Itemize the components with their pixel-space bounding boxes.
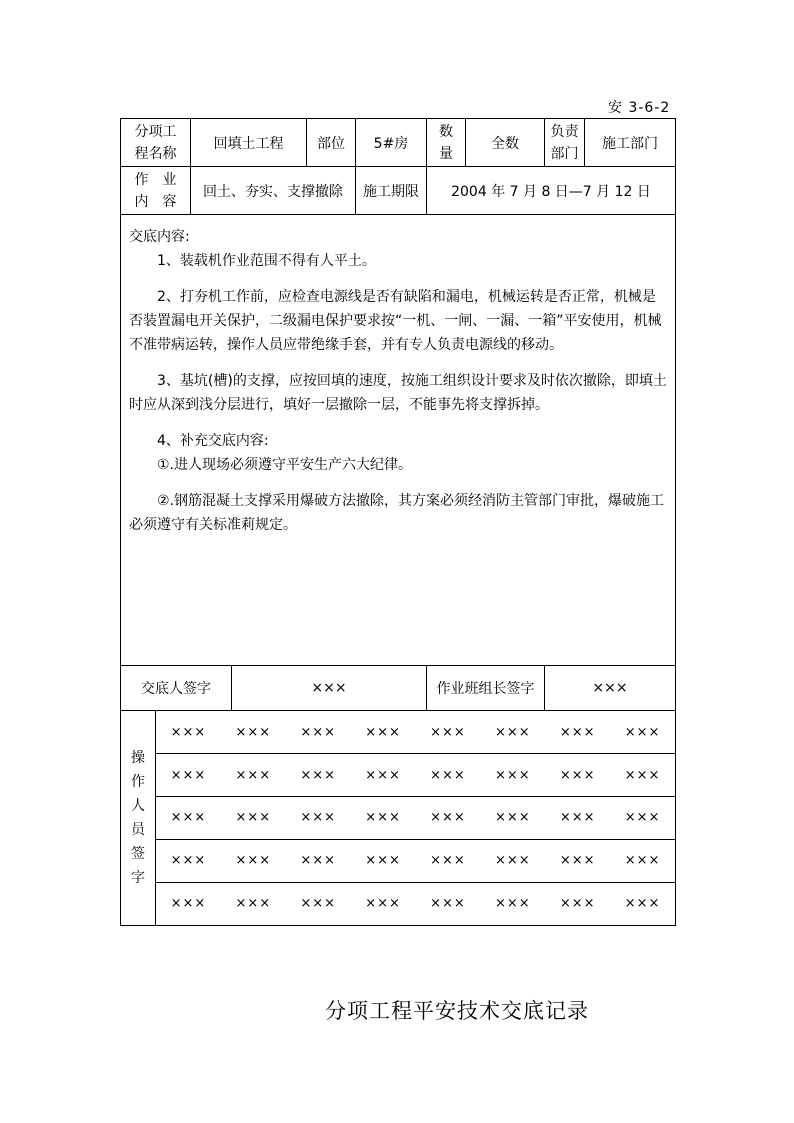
operator-signature: ××× bbox=[351, 839, 416, 882]
operator-signature: ××× bbox=[545, 797, 610, 840]
content-item-1: 1、装载机作业范围不得有人平土。 bbox=[157, 253, 376, 269]
operator-signature: ××× bbox=[430, 896, 466, 912]
operator-signature: ××× bbox=[545, 711, 610, 754]
operators-signature-grid bbox=[121, 711, 676, 926]
operator-row bbox=[156, 839, 675, 882]
operator-signature: ××× bbox=[416, 711, 481, 754]
operator-signature: ××× bbox=[286, 711, 351, 754]
operator-signature: ××× bbox=[156, 754, 221, 797]
location-value: 5#房 bbox=[356, 119, 427, 167]
operators-label: 操 作 人 员 签 字 bbox=[121, 711, 156, 925]
operator-signature: ××× bbox=[286, 797, 351, 840]
content-item-6: ②.钢筋混凝土支撑采用爆破方法撤除，其方案必须经消防主管部门审批，爆破施工必须遵守有关标准莉规定。 bbox=[129, 493, 664, 533]
operator-signature: ××× bbox=[610, 711, 675, 754]
operator-signature: ××× bbox=[559, 896, 596, 912]
operator-signature: ××× bbox=[480, 839, 545, 882]
period-value: 2004 年 7 月 8 日—7 月 12 日 bbox=[427, 167, 676, 215]
quantity-label: 数 量 bbox=[427, 119, 466, 167]
operator-signature: ××× bbox=[480, 797, 545, 840]
operator-signature: ××× bbox=[221, 754, 286, 797]
subitem-label: 分项工 程名称 bbox=[121, 119, 191, 167]
operator-signature: ××× bbox=[416, 797, 481, 840]
period-label: 施工期限 bbox=[356, 167, 427, 215]
content-item-5: ①.进人现场必须遵守平安生产六大纪律。 bbox=[157, 457, 412, 473]
operator-signature: ××× bbox=[624, 896, 661, 912]
subitem-value: 回填土工程 bbox=[191, 119, 307, 167]
operator-signature: ××× bbox=[416, 754, 481, 797]
leader-label: 作业班组长签字 bbox=[427, 666, 545, 711]
operator-signature: ××× bbox=[351, 797, 416, 840]
discloser-signature: ××× bbox=[232, 666, 427, 711]
operator-signature: ××× bbox=[286, 754, 351, 797]
operator-signature: ××× bbox=[351, 754, 416, 797]
operator-signature: ××× bbox=[610, 754, 675, 797]
operator-signature: ××× bbox=[365, 896, 401, 912]
work-value: 回土、夯实、支撑撤除 bbox=[191, 167, 356, 215]
work-label: 作 业 内 容 bbox=[121, 167, 191, 215]
operator-signature: ××× bbox=[610, 797, 675, 840]
form-code: 安 3-6-2 bbox=[608, 100, 671, 116]
operator-signature: ××× bbox=[480, 711, 545, 754]
operator-signature: ××× bbox=[480, 754, 545, 797]
dept-value: 施工部门 bbox=[585, 119, 676, 167]
operator-signature: ××× bbox=[351, 711, 416, 754]
content-item-3: 3、基坑(槽)的支撑，应按回填的速度，按施工组织设计要求及时依次撤除，即填土时应从深到浅分层进行，填好一层撤除一层，不能事先将支撑拆掉。 bbox=[129, 373, 667, 413]
operator-signature: ××× bbox=[610, 839, 675, 882]
operator-signature: ××× bbox=[545, 839, 610, 882]
operator-signature: ××× bbox=[156, 711, 221, 754]
operator-signature: ××× bbox=[156, 839, 221, 882]
leader-signature: ××× bbox=[545, 666, 676, 711]
operator-row bbox=[156, 711, 675, 754]
operator-signature: ××× bbox=[235, 896, 272, 912]
dept-label: 负责 部门 bbox=[545, 119, 585, 167]
content-item-4: 4、补充交底内容: bbox=[157, 433, 269, 449]
document-title: 分项工程平安技术交底记录 bbox=[325, 999, 589, 1023]
operator-signature: ××× bbox=[170, 896, 207, 912]
operator-signature: ××× bbox=[300, 896, 337, 912]
operator-row bbox=[156, 754, 675, 797]
operator-signature: ××× bbox=[221, 711, 286, 754]
operator-signature: ××× bbox=[494, 896, 531, 912]
operator-signature: ××× bbox=[156, 797, 221, 840]
operator-signature: ××× bbox=[545, 754, 610, 797]
operator-row bbox=[156, 797, 675, 840]
discloser-label: 交底人签字 bbox=[121, 666, 232, 711]
operator-signature: ××× bbox=[286, 839, 351, 882]
content-heading: 交底内容: bbox=[129, 229, 190, 245]
operator-signature: ××× bbox=[221, 797, 286, 840]
quantity-value: 全数 bbox=[466, 119, 545, 167]
operator-signature: ××× bbox=[221, 839, 286, 882]
operator-signature: ××× bbox=[416, 839, 481, 882]
content-item-2: 2、打夯机工作前，应检查电源线是否有缺陷和漏电，机械运转是否正常，机械是否装置漏电开关保护，二级漏电保护要求按“一机、一闸、一漏、一箱”平安使用，机械不准带病运转，操作人员应带绝缘手套，并有专人负责电源线的移动。 bbox=[129, 289, 662, 353]
operator-row bbox=[156, 882, 675, 925]
disclosure-content bbox=[121, 215, 676, 666]
location-label: 部位 bbox=[307, 119, 356, 167]
disclosure-form-table bbox=[120, 118, 676, 926]
